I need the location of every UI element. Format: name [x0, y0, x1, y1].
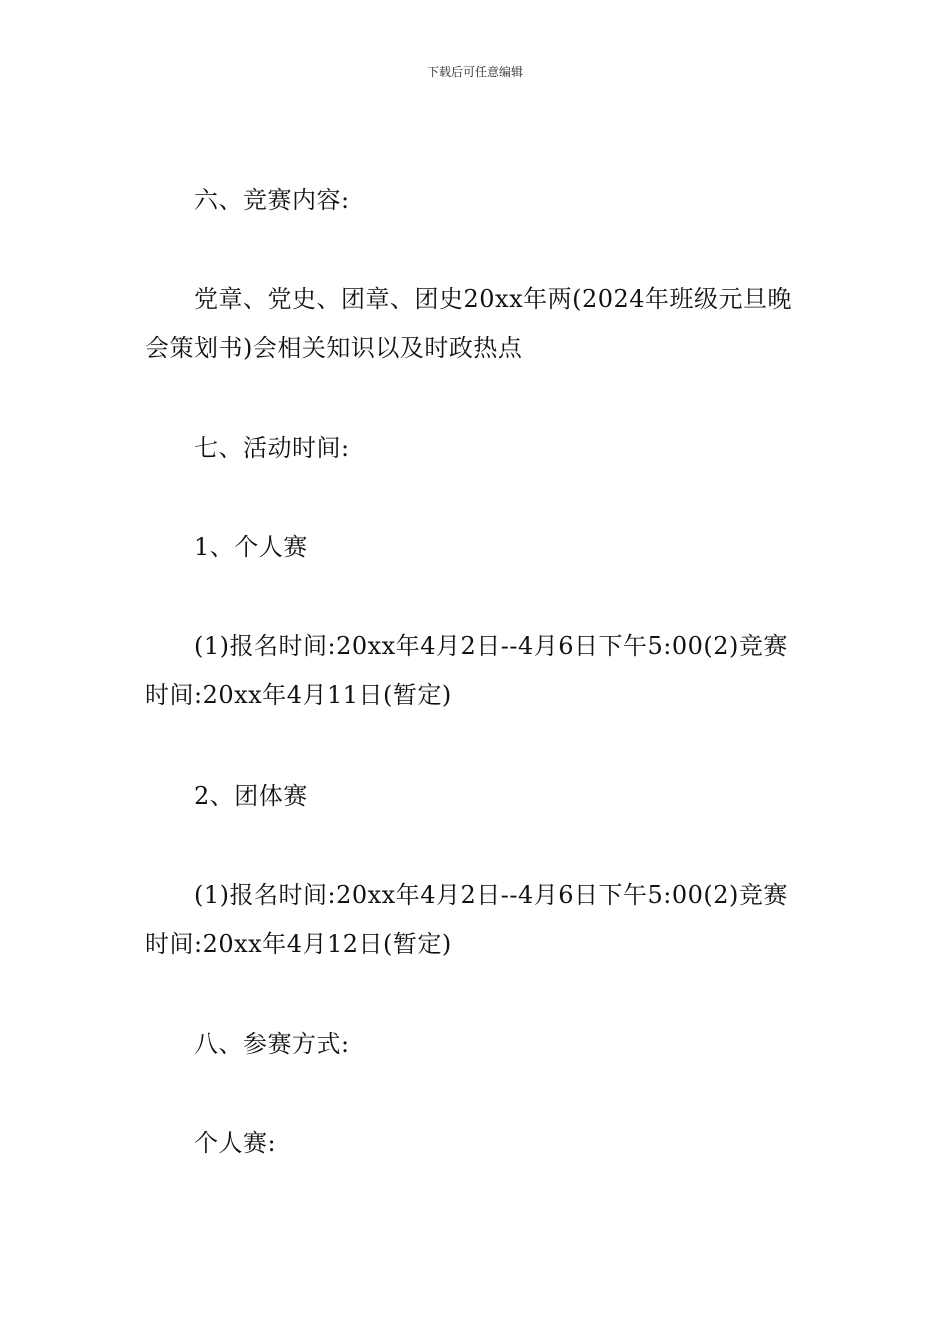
paragraph-team-schedule: (1)报名时间:20xx年4月2日--4月6日下午5:00(2)竞赛时间:20xx年4月12日(暂定) [145, 881, 788, 958]
subheading-team: 2、团体赛 [194, 782, 308, 810]
section-heading-activity-time: 七、活动时间: [194, 434, 350, 462]
paragraph-competition-content: 党章、党史、团章、团史20xx年两(2024年班级元旦晚会策划书)会相关知识以及时政热点 [145, 285, 793, 362]
subheading-individual: 1、个人赛 [194, 533, 308, 561]
subheading-individual-participation: 个人赛: [194, 1129, 277, 1157]
paragraph-individual-schedule: (1)报名时间:20xx年4月2日--4月6日下午5:00(2)竞赛时间:20xx年4月11日(暂定) [145, 632, 788, 709]
page-header-note: 下载后可任意编辑 [426, 65, 523, 79]
section-heading-participation: 八、参赛方式: [194, 1030, 350, 1058]
section-heading-competition-content: 六、竞赛内容: [194, 186, 350, 214]
